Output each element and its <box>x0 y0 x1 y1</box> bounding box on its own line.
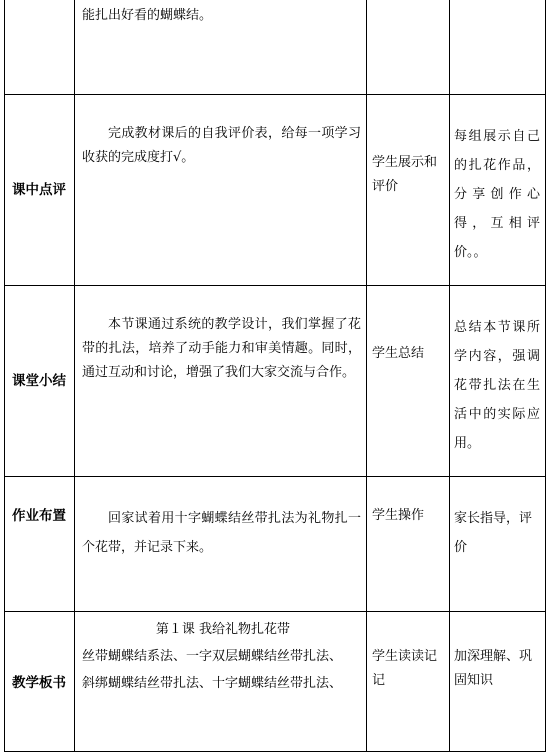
student-activity: 学生读读记记 <box>372 649 438 688</box>
blackboard-title: 第１课 我给礼物扎花带 <box>155 622 291 637</box>
row-divider <box>4 611 546 612</box>
row-content: 完成教材课后的自我评价表，给每一项学习收获的完成度打√。 <box>82 126 361 165</box>
row-label-summary: 课堂小结 <box>12 373 66 389</box>
design-intent: 加深理解、巩固知识 <box>454 649 533 688</box>
student-activity: 学生展示和评价 <box>372 155 438 194</box>
row-divider <box>4 285 546 286</box>
row-label-review: 课中点评 <box>12 182 66 198</box>
lesson-plan-table <box>4 0 546 752</box>
column-divider <box>74 0 75 752</box>
row-label-blackboard: 教学板书 <box>12 675 66 691</box>
row-label-homework: 作业布置 <box>12 508 66 524</box>
row-content: 本节课通过系统的教学设计，我们掌握了花带的扎法，培养了动手能力和审美情趣。同时，通过互动和讨论，增强了我们大家交流与合作。 <box>82 317 361 380</box>
row-content: 能扎出好看的蝴蝶结。 <box>82 8 213 23</box>
table-right-border <box>545 0 546 752</box>
design-intent: 每组展示自己的扎花作品，分享创作心得，互相评价。。 <box>454 129 540 260</box>
row-divider <box>4 94 546 95</box>
blackboard-line: 丝带蝴蝶结系法、一字双层蝴蝶结丝带扎法、 <box>82 649 343 664</box>
row-divider <box>4 476 546 477</box>
design-intent: 家长指导，评价 <box>454 511 533 555</box>
design-intent: 总结本节课所学内容，强调花带扎法在生活中的实际应用。 <box>454 320 540 451</box>
table-bottom-border <box>4 751 546 752</box>
blackboard-line: 斜绑蝴蝶结丝带扎法、十字蝴蝶结丝带扎法、 <box>82 676 343 691</box>
student-activity: 学生总结 <box>372 346 425 361</box>
column-divider <box>449 0 450 752</box>
column-divider <box>366 0 367 752</box>
student-activity: 学生操作 <box>372 508 425 523</box>
row-content: 回家试着用十字蝴蝶结丝带扎法为礼物扎一个花带，并记录下来。 <box>82 511 361 555</box>
